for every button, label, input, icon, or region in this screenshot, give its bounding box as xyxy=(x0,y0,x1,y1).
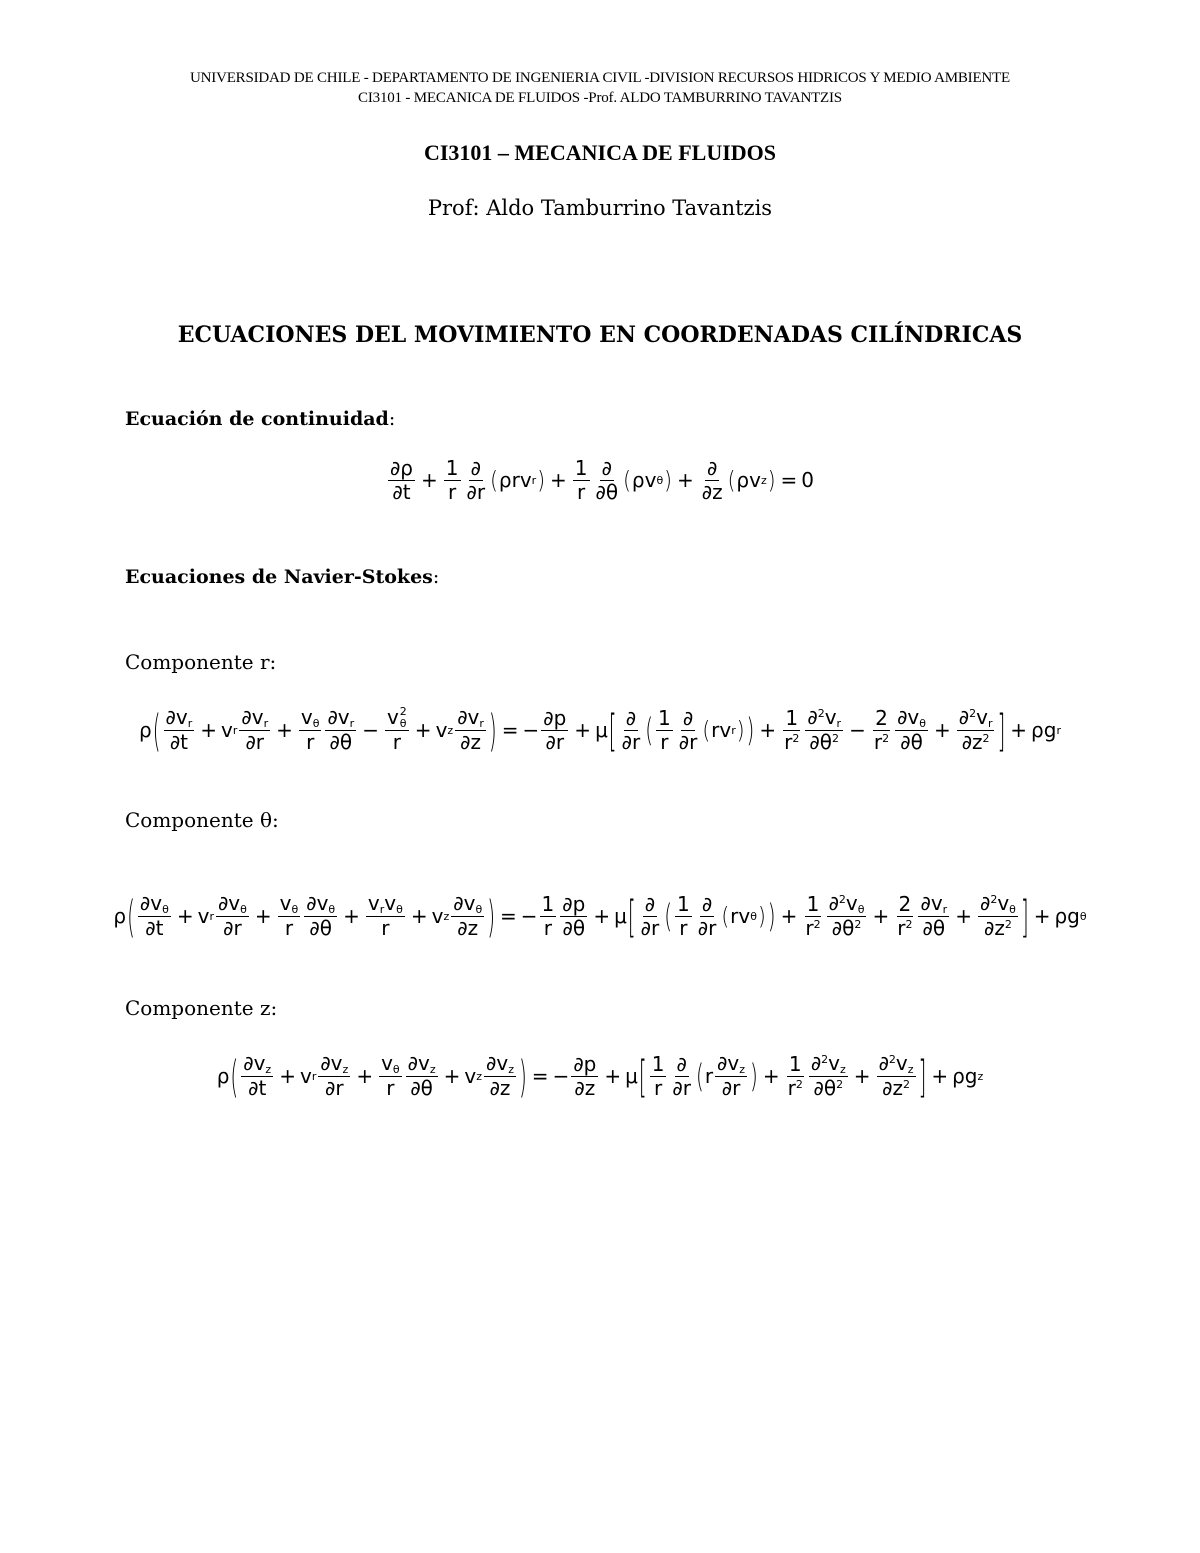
professor-name: Prof: Aldo Tamburrino Tavantzis xyxy=(427,196,773,220)
component-r-label: Componente r: xyxy=(125,650,277,674)
continuity-heading xyxy=(125,408,395,430)
continuity-heading-colon: : xyxy=(388,408,396,430)
navier-stokes-z-equation: ρ ( $\partial v_z$ ∂t + v r $\partial v_z$ ∂r + $\frac{v_\theta}{r}$ $\partial v_z$ ∂θ + v z $\partial v_z$ ∂z ) = − $\frac{\partial p}{\partial z}$ + μ [ 1 r ∂ ∂r ( r $\partial v_z$ ∂r ) + $\frac{1}{r^2}$ $\partial^2v_z$ $\partial\theta^2$ + $\frac{\partial^2v_z}{\partial z^2}$ ] + ρg z xyxy=(216,1049,984,1103)
component-z-label: Componente z: xyxy=(125,996,278,1020)
continuity-equation: ∂ρ ∂t + $\frac{1}{r}$ ∂ ∂r ( ρrv r ) + $\frac{1}{r}$ ∂ ∂θ ( ρv θ ) + ∂ ∂z ( ρv z ) = 0 xyxy=(389,455,815,504)
header-line-1: UNIVERSIDAD DE CHILE - DEPARTAMENTO DE INGENIERIA CIVIL -DIVISION RECURSOS HIDRICOS Y MEDIO AMBIENTE xyxy=(190,70,1010,86)
navier-stokes-theta-equation: ρ ( $\partial v_\theta$ ∂t + v r $\partial v_\theta$ ∂r + $\frac{v_\theta}{r}$ $\partial v_\theta$ ∂θ + $v_rv_\theta$ r + v z $\partial v_\theta$ ∂z ) = − $\frac{1}{r}$ ∂p ∂θ + μ [ ∂ ∂r ( 1 r ∂ ∂r ( rv θ ) ) + $\frac{1}{r^2}$ $\partial^2v_\theta$ $\partial\theta^2$ + $\frac{2}{r^2}$ $\partial v_r$ ∂θ + $\frac{\partial^2v_\theta}{\partial z^2}$ ] + ρg θ xyxy=(113,889,1087,943)
continuity-heading-text: Ecuación de continuidad xyxy=(125,408,389,430)
component-theta-label: Componente θ: xyxy=(125,808,279,832)
navier-stokes-heading-colon: : xyxy=(432,566,440,588)
navier-stokes-heading-text: Ecuaciones de Navier-Stokes xyxy=(125,566,433,588)
navier-stokes-r-equation: ρ ( $\partial v_r$ ∂t + v r $\partial v_r$ ∂r + $\frac{v_\theta}{r}$ $\partial v_r$ ∂θ − v 2 θ r + v z $\partial v_r$ ∂z ) = − $\frac{\partial p}{\partial r}$ + μ [ ∂ ∂r ( 1 r ∂ ∂r ( rv r ) ) + $\frac{1}{r^2}$ $\partial^2v_r$ $\partial\theta^2$ − $\frac{2}{r^2}$ $\partial v_\theta$ ∂θ + $\frac{\partial^2v_r}{\partial z^2}$ ] + ρg r xyxy=(139,703,1061,757)
navier-stokes-heading xyxy=(125,566,439,588)
section-title: ECUACIONES DEL MOVIMIENTO EN COORDENADAS CILÍNDRICAS xyxy=(177,322,1023,348)
document-title: CI3101 – MECANICA DE FLUIDOS xyxy=(423,140,777,165)
header-line-2: CI3101 - MECANICA DE FLUIDOS -Prof. ALDO TAMBURRINO TAVANTZIS xyxy=(358,90,842,106)
